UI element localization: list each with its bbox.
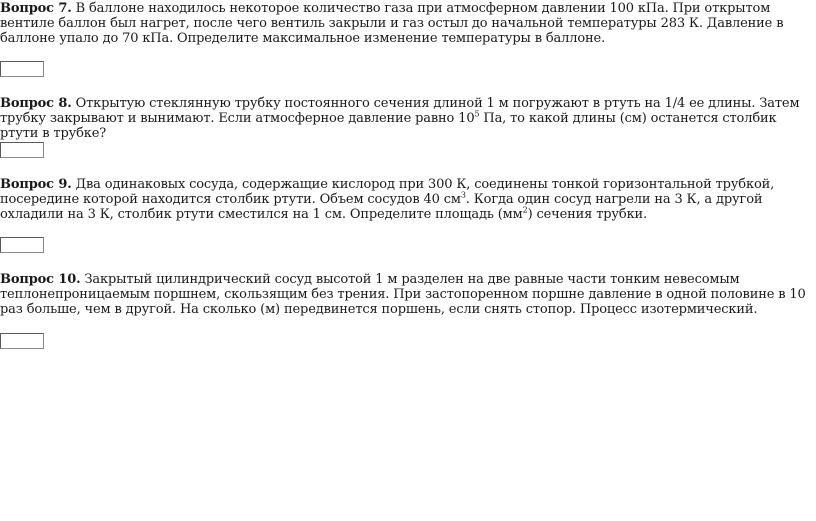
question-10-answer-input[interactable] bbox=[0, 333, 44, 349]
question-9-text-after: ) сечения трубки. bbox=[527, 207, 648, 222]
question-9 bbox=[0, 177, 816, 222]
question-7-answer-input[interactable] bbox=[0, 61, 44, 77]
question-7-text: В баллоне находилось некоторое количество газа при атмосферном давлении 100 кПа. При открытом вентиле баллон был нагрет, после чего вентиль закрыли и газ остыл до начальной температуры 283 К. Давление в баллоне упало до 70 кПа. Определите максимальное изменение температуры в баллоне. bbox=[0, 1, 784, 46]
question-10-text: Закрытый цилиндрический сосуд высотой 1 м разделен на две равные части тонким невесомым теплонепроницаемым поршнем, скользящим без трения. При застопоренном поршне давление в одной половине в 10 раз больше, чем в другой. На сколько (м) передвинется поршень, если снять стопор. Процесс изотермический. bbox=[0, 272, 806, 317]
question-9-title: Вопрос 9. bbox=[0, 177, 72, 192]
question-9-superscript-2: 2 bbox=[522, 205, 528, 215]
question-10 bbox=[0, 272, 816, 317]
question-8-text-before: Открытую стеклянную трубку постоянного сечения длиной 1 м погружают в ртуть на 1/4 ее длины. Затем трубку закрывают и вынимают. Если атмосферное давление равно 10 bbox=[0, 96, 800, 126]
question-9-text-middle: . Когда один сосуд нагрели на 3 К, а другой охладили на 3 К, столбик ртути сместился на 1 см. Определите площадь (мм bbox=[0, 192, 763, 222]
question-9-superscript: 3 bbox=[460, 190, 466, 200]
question-8-title: Вопрос 8. bbox=[0, 96, 72, 111]
question-10-title: Вопрос 10. bbox=[0, 272, 81, 287]
question-7 bbox=[0, 1, 816, 46]
question-8 bbox=[0, 96, 816, 141]
question-8-answer-input[interactable] bbox=[0, 142, 44, 158]
question-9-text-before: Два одинаковых сосуда, содержащие кислород при 300 К, соединены тонкой горизонтальной трубкой, посередине которой находится столбик ртути. Объем сосудов 40 см bbox=[0, 177, 775, 207]
question-8-text-after: Па, то какой длины (см) останется столбик ртути в трубке? bbox=[0, 111, 777, 141]
question-9-answer-input[interactable] bbox=[0, 237, 44, 253]
question-8-superscript: 5 bbox=[474, 109, 480, 119]
question-7-title: Вопрос 7. bbox=[0, 1, 72, 16]
